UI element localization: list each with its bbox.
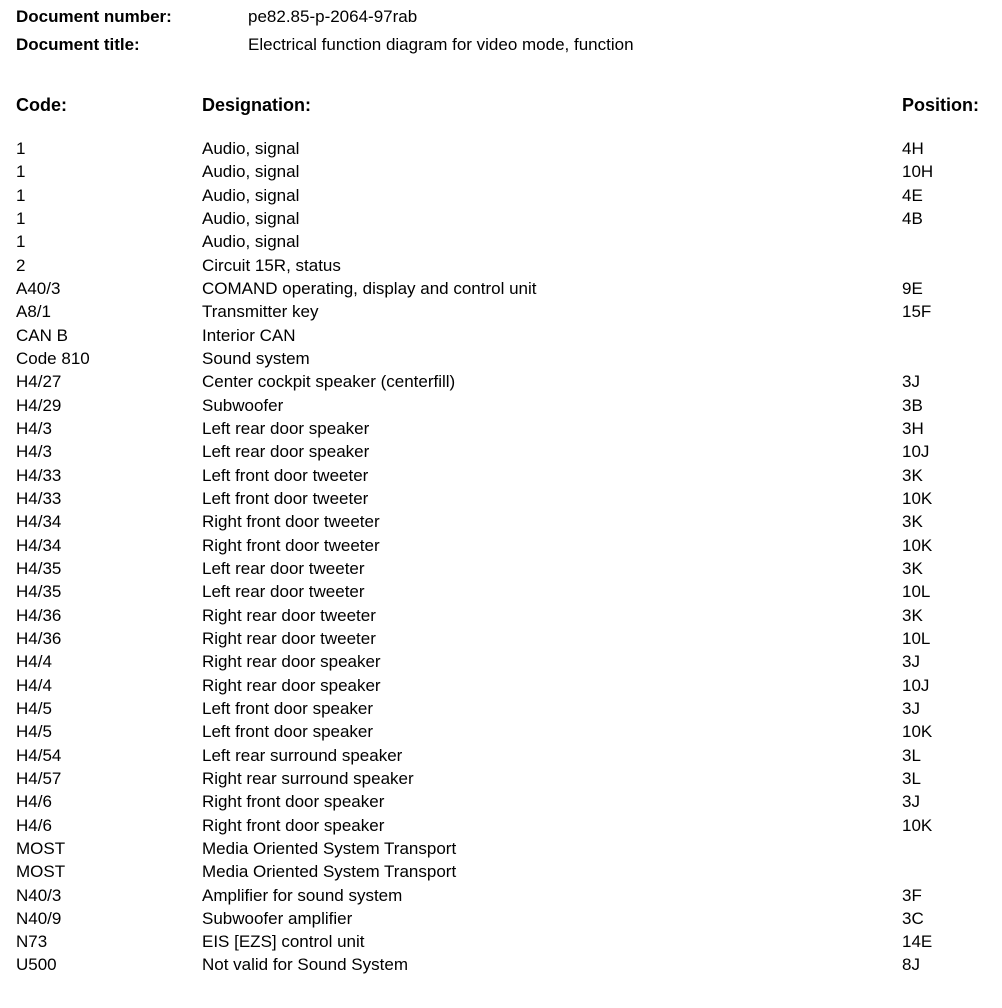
designation-cell: Audio, signal — [202, 185, 300, 205]
designation-cell: Subwoofer amplifier — [202, 908, 353, 928]
code-cell: CAN B — [16, 325, 68, 345]
code-cell: H4/33 — [16, 465, 62, 485]
designation-cell: Transmitter key — [202, 302, 319, 322]
code-cell: 1 — [16, 139, 26, 158]
table-row — [0, 464, 1002, 487]
designation-cell: Audio, signal — [202, 162, 300, 182]
designation-cell: Circuit 15R, status — [202, 255, 341, 275]
table-row — [0, 907, 1002, 930]
code-cell: A40/3 — [16, 278, 61, 298]
code-cell: 1 — [16, 162, 26, 182]
code-cell: H4/34 — [16, 535, 62, 555]
code-cell: N73 — [16, 932, 48, 952]
designation-cell: Right rear door speaker — [202, 675, 381, 695]
table-row — [0, 324, 1002, 347]
table-row — [0, 580, 1002, 603]
code-cell: H4/36 — [16, 628, 62, 648]
table-row — [0, 790, 1002, 813]
table-row — [0, 394, 1002, 417]
code-cell: U500 — [16, 955, 57, 975]
table-row — [0, 557, 1002, 580]
code-cell: A8/1 — [16, 302, 51, 322]
position-cell: 10J — [902, 442, 930, 462]
code-cell: Code 810 — [16, 348, 90, 368]
table-row — [0, 930, 1002, 953]
designation-cell: Sound system — [202, 348, 310, 368]
code-cell: 1 — [16, 232, 26, 252]
code-cell: H4/5 — [16, 698, 52, 718]
table-row — [0, 184, 1002, 207]
designation-cell: Right front door tweeter — [202, 535, 380, 555]
code-cell: 1 — [16, 185, 26, 205]
position-cell: 9E — [902, 278, 923, 298]
table-row — [0, 300, 1002, 323]
position-cell: 3K — [902, 465, 923, 485]
code-cell: H4/6 — [16, 792, 52, 812]
designation-cell: Interior CAN — [202, 325, 296, 345]
code-cell: 2 — [16, 255, 26, 275]
designation-cell: Left rear door speaker — [202, 418, 370, 438]
table-row — [0, 487, 1002, 510]
table-row — [0, 953, 1002, 976]
column-header-designation: Designation: — [202, 95, 312, 115]
table-row — [0, 744, 1002, 767]
table-row — [0, 370, 1002, 393]
table-row — [0, 767, 1002, 790]
table-row — [0, 720, 1002, 743]
position-cell: 10K — [902, 722, 933, 742]
designation-cell: Right rear door speaker — [202, 652, 381, 672]
designation-cell: Amplifier for sound system — [202, 885, 403, 905]
code-cell: H4/29 — [16, 395, 62, 415]
position-cell: 4E — [902, 185, 923, 205]
position-cell: 10K — [902, 535, 933, 555]
designation-cell: Left front door speaker — [202, 722, 374, 742]
table-row — [0, 674, 1002, 697]
code-cell: H4/33 — [16, 488, 62, 508]
code-cell: H4/4 — [16, 652, 52, 672]
position-cell: 10K — [902, 488, 933, 508]
designation-cell: Left front door tweeter — [202, 488, 369, 508]
table-row — [0, 650, 1002, 673]
position-cell: 4H — [902, 139, 924, 158]
designation-cell: Audio, signal — [202, 232, 300, 252]
designation-cell: Right rear door tweeter — [202, 605, 376, 625]
table-row — [0, 837, 1002, 860]
table-row — [0, 604, 1002, 627]
table-row — [0, 534, 1002, 557]
position-cell: 3J — [902, 698, 920, 718]
code-cell: H4/57 — [16, 768, 62, 788]
code-cell: H4/3 — [16, 442, 52, 462]
code-cell: H4/5 — [16, 722, 52, 742]
table-row — [0, 884, 1002, 907]
designation-cell: Left rear door tweeter — [202, 582, 365, 602]
designation-cell: Right front door speaker — [202, 792, 385, 812]
designation-cell: Subwoofer — [202, 395, 284, 415]
table-row — [0, 277, 1002, 300]
column-header-code: Code: — [16, 95, 67, 115]
table-row — [0, 347, 1002, 370]
designation-cell: Left rear door speaker — [202, 442, 370, 462]
position-cell: 8J — [902, 955, 920, 975]
position-cell: 15F — [902, 302, 932, 322]
table-row — [0, 207, 1002, 230]
designation-cell: Left rear surround speaker — [202, 745, 403, 765]
position-cell: 10L — [902, 628, 931, 648]
table-row — [0, 160, 1002, 183]
table-row — [0, 417, 1002, 440]
code-cell: H4/27 — [16, 372, 62, 392]
designation-cell: Right rear surround speaker — [202, 768, 414, 788]
designation-cell: Left rear door tweeter — [202, 558, 365, 578]
document-title-label: Document title: — [16, 35, 140, 54]
code-cell: 1 — [16, 208, 26, 228]
document-title-value: Electrical function diagram for video mode, function — [248, 35, 634, 54]
document-number-value: pe82.85-p-2064-97rab — [248, 7, 418, 26]
designation-cell: Audio, signal — [202, 208, 300, 228]
position-cell: 3B — [902, 395, 923, 415]
designation-cell: Right front door tweeter — [202, 512, 380, 532]
position-cell: 3F — [902, 885, 922, 905]
position-cell: 3J — [902, 372, 920, 392]
position-cell: 10L — [902, 582, 931, 602]
code-cell: N40/3 — [16, 885, 62, 905]
code-cell: H4/4 — [16, 675, 52, 695]
position-cell: 10J — [902, 675, 930, 695]
code-cell: H4/35 — [16, 558, 62, 578]
position-cell: 3K — [902, 605, 923, 625]
component-table — [0, 137, 1002, 977]
code-cell: H4/3 — [16, 418, 52, 438]
designation-cell: Left front door speaker — [202, 698, 374, 718]
position-cell: 3L — [902, 768, 921, 788]
table-row — [0, 137, 1002, 160]
position-cell: 10H — [902, 162, 934, 182]
code-cell: N40/9 — [16, 908, 62, 928]
position-cell: 3K — [902, 512, 923, 532]
position-cell: 3K — [902, 558, 923, 578]
position-cell: 3C — [902, 908, 924, 928]
code-cell: H4/6 — [16, 815, 52, 835]
position-cell: 3J — [902, 652, 920, 672]
table-row — [0, 860, 1002, 883]
table-row — [0, 230, 1002, 253]
table-row — [0, 510, 1002, 533]
code-cell: H4/34 — [16, 512, 62, 532]
designation-cell: Not valid for Sound System — [202, 955, 408, 975]
designation-cell: Right rear door tweeter — [202, 628, 376, 648]
position-cell: 3L — [902, 745, 921, 765]
table-row — [0, 697, 1002, 720]
code-cell: H4/35 — [16, 582, 62, 602]
designation-cell: Media Oriented System Transport — [202, 838, 457, 858]
table-row — [0, 814, 1002, 837]
code-cell: H4/54 — [16, 745, 62, 765]
position-cell: 14E — [902, 932, 933, 952]
designation-cell: Right front door speaker — [202, 815, 385, 835]
table-row — [0, 254, 1002, 277]
document-number-label: Document number: — [16, 7, 172, 26]
designation-cell: Center cockpit speaker (centerfill) — [202, 372, 456, 392]
designation-cell: Audio, signal — [202, 139, 300, 158]
code-cell: H4/36 — [16, 605, 62, 625]
designation-cell: EIS [EZS] control unit — [202, 932, 365, 952]
position-cell: 3H — [902, 418, 924, 438]
designation-cell: Media Oriented System Transport — [202, 862, 457, 882]
code-cell: MOST — [16, 838, 66, 858]
designation-cell: COMAND operating, display and control unit — [202, 278, 537, 298]
designation-cell: Left front door tweeter — [202, 465, 369, 485]
position-cell: 3J — [902, 792, 920, 812]
column-header-position: Position: — [902, 95, 979, 115]
position-cell: 10K — [902, 815, 933, 835]
code-cell: MOST — [16, 862, 66, 882]
position-cell: 4B — [902, 208, 923, 228]
table-row — [0, 627, 1002, 650]
table-row — [0, 440, 1002, 463]
